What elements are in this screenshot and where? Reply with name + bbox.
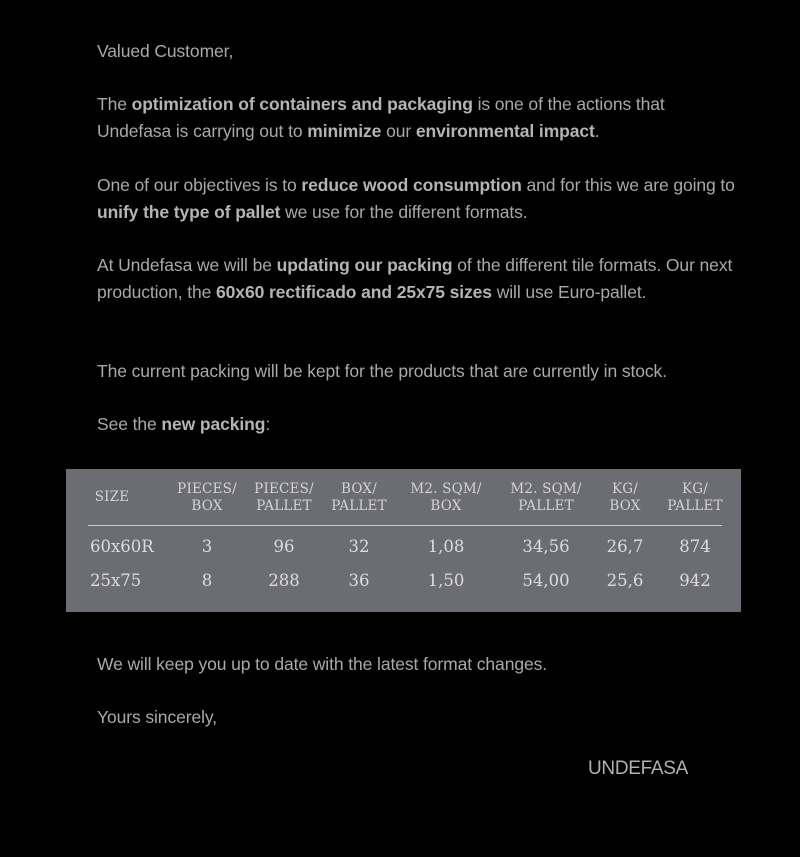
packing-table xyxy=(66,469,741,612)
body-text: of the different tile formats. Our next production, the xyxy=(97,255,733,302)
emphasis-text: new packing xyxy=(161,414,266,434)
body-text: . xyxy=(594,120,600,141)
header-m2-pallet: M2. SQM/ PALLET xyxy=(510,481,582,514)
signature: UNDEFASA xyxy=(588,758,689,779)
header-pieces-box: PIECES/ BOX xyxy=(177,481,237,514)
body-text: : xyxy=(265,414,271,434)
cell-m2-pallet: 34,56 xyxy=(522,537,570,556)
header-kg-pallet: KG/ PALLET xyxy=(667,481,723,514)
cell-box-pallet: 32 xyxy=(348,537,370,556)
cell-kg-pallet: 874 xyxy=(679,537,711,556)
cell-m2-box: 1,50 xyxy=(427,571,465,590)
header-box-pallet: BOX/ PALLET xyxy=(331,481,387,514)
cell-kg-pallet: 942 xyxy=(679,571,711,590)
paragraph-see-new-packing xyxy=(97,411,737,438)
body-text: our xyxy=(381,120,416,141)
paragraph-current-packing: The current packing will be kept for the products that are currently in stock. xyxy=(97,361,667,381)
body-text: and for this we are going to xyxy=(521,175,735,195)
body-text: The xyxy=(97,94,132,114)
header-divider xyxy=(88,525,722,526)
paragraph-optimization xyxy=(97,91,737,144)
cell-size: 60x60R xyxy=(90,537,154,556)
body-text: See the xyxy=(97,414,162,434)
header-kg-box: KG/ BOX xyxy=(609,481,641,514)
body-text: we use for the different formats. xyxy=(280,201,528,222)
body-text: One of our objectives is to xyxy=(97,175,302,195)
emphasis-text: optimization of containers and packaging xyxy=(131,94,473,114)
paragraph-objectives xyxy=(97,172,737,225)
body-text: will use Euro-pallet. xyxy=(491,281,647,302)
emphasis-text: minimize xyxy=(307,120,382,141)
body-text: is one of the actions that Undefasa is carrying out to xyxy=(97,94,665,141)
emphasis-text: reduce wood consumption xyxy=(301,175,522,195)
greeting: Valued Customer, xyxy=(97,41,234,61)
cell-m2-pallet: 54,00 xyxy=(522,571,570,590)
emphasis-text: environmental impact xyxy=(415,120,595,141)
closing: Yours sincerely, xyxy=(97,707,217,727)
header-size: SIZE xyxy=(94,489,130,505)
cell-box-pallet: 36 xyxy=(348,571,370,590)
header-pieces-pallet: PIECES/ PALLET xyxy=(254,481,314,514)
cell-pieces-pallet: 96 xyxy=(273,537,295,556)
cell-size: 25x75 xyxy=(90,571,142,590)
cell-kg-box: 25,6 xyxy=(606,571,644,590)
cell-pieces-box: 8 xyxy=(201,571,213,590)
paragraph-keep-updated: We will keep you up to date with the latest format changes. xyxy=(97,654,547,674)
cell-pieces-pallet: 288 xyxy=(268,571,300,590)
cell-pieces-box: 3 xyxy=(201,537,213,556)
body-text: At Undefasa we will be xyxy=(97,255,277,275)
emphasis-text: unify the type of pallet xyxy=(97,201,281,222)
emphasis-text: 60x60 rectificado and 25x75 sizes xyxy=(216,281,492,302)
cell-m2-box: 1,08 xyxy=(427,537,465,556)
cell-kg-box: 26,7 xyxy=(606,537,644,556)
paragraph-updating-packing xyxy=(97,252,737,305)
header-m2-box: M2. SQM/ BOX xyxy=(410,481,482,514)
emphasis-text: updating our packing xyxy=(276,255,453,275)
